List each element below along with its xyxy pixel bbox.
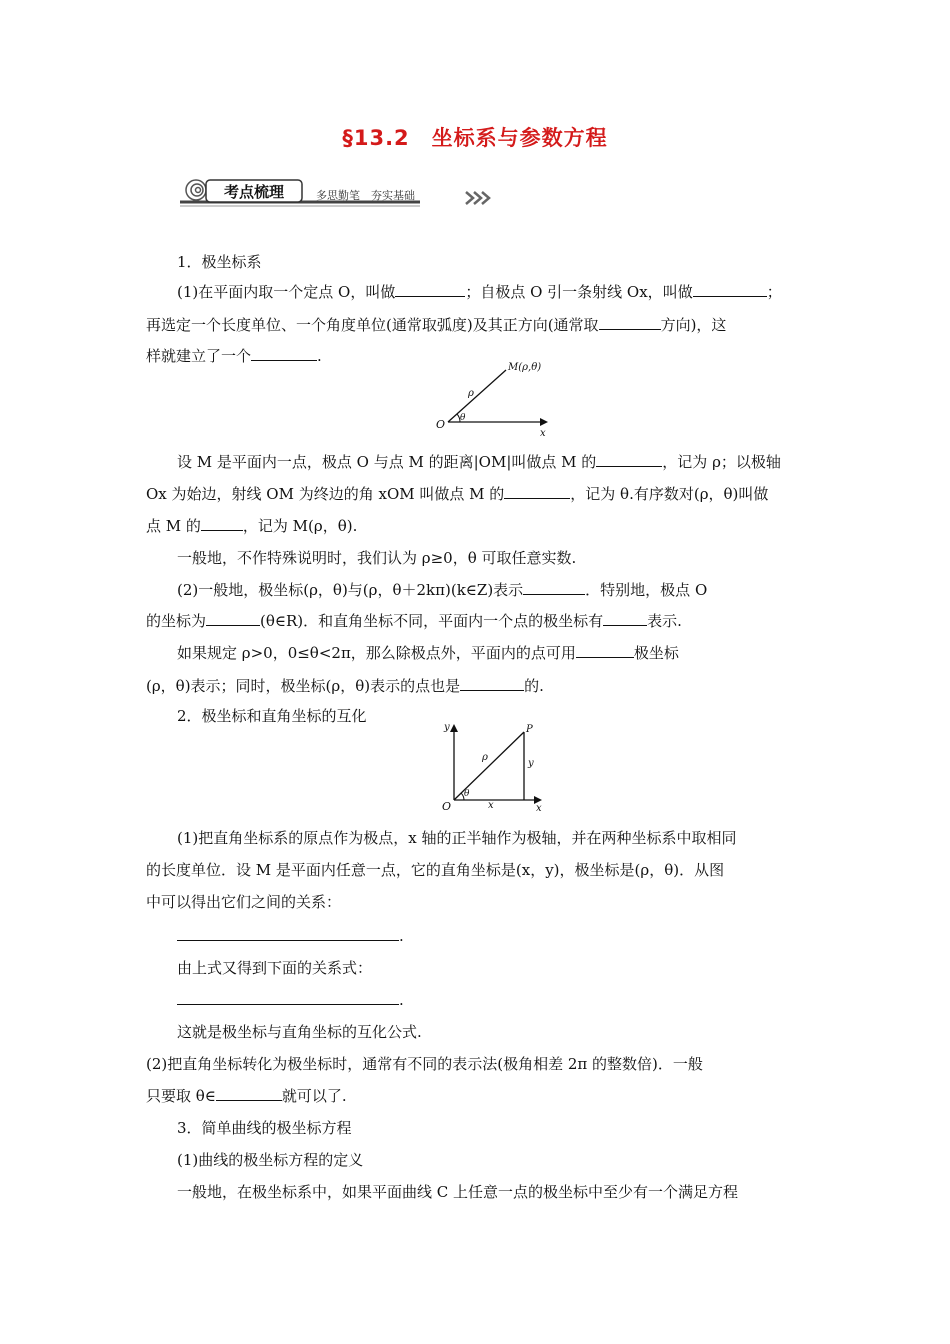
text-segment: 方向)，这: [660, 316, 727, 334]
text-segment: 再选定一个长度单位、一个角度单位(通常取弧度)及其正方向(通常取: [146, 316, 599, 334]
origin-label: O: [442, 800, 452, 812]
text-segment: 3．简单曲线的极坐标方程: [177, 1119, 352, 1137]
fill-in-blank: [201, 516, 243, 531]
text-segment: (2)把直角坐标转化为极坐标时，通常有不同的表示法(极角相差 2π 的整数倍)．一般: [146, 1055, 703, 1073]
fill-in-blank: [177, 990, 399, 1005]
page-title: §13.2 坐标系与参数方程: [342, 126, 608, 150]
fill-in-blank: [523, 580, 585, 595]
fill-in-blank: [251, 346, 317, 361]
text-segment: ，记为 θ.有序数对(ρ，θ)叫做: [570, 485, 769, 503]
fill-in-blank: [395, 282, 465, 297]
fill-in-blank: [599, 315, 661, 330]
ray-om: [448, 370, 506, 422]
fill-in-blank: [504, 484, 570, 499]
y-segment-label: y: [528, 758, 534, 769]
text-segment: 表示.: [647, 612, 682, 630]
text-line: [177, 452, 781, 472]
fill-in-blank: [596, 452, 662, 467]
text-segment: (1)在平面内取一个定点 O，叫做: [177, 283, 396, 301]
text-segment: ．特别地，极点 O: [585, 581, 708, 599]
text-line: [177, 548, 576, 568]
arrow-icon: [450, 724, 458, 732]
text-line: [146, 676, 544, 696]
text-line: [146, 860, 724, 880]
text-line: [146, 484, 768, 504]
text-segment: 一般地，在极坐标系中，如果平面曲线 C 上任意一点的极坐标中至少有一个满足方程: [177, 1183, 739, 1201]
x-axis-label: x: [536, 803, 542, 812]
text-line: [146, 346, 322, 366]
text-segment: Ox 为始边，射线 OM 为终边的角 xOM 叫做点 M 的: [146, 485, 505, 503]
text-segment: 中可以得出它们之间的关系：: [146, 893, 342, 911]
section-banner: [180, 178, 510, 210]
text-line: [146, 611, 682, 631]
text-segment: 一般地，不作特殊说明时，我们认为 ρ≥0，θ 可取任意实数.: [177, 549, 577, 567]
text-line: [177, 1150, 363, 1170]
text-line: [146, 516, 357, 536]
theta-label: θ: [460, 413, 466, 423]
fill-in-blank: [603, 611, 647, 626]
fill-in-blank: [177, 926, 399, 941]
fill-in-blank: [206, 611, 260, 626]
text-segment: ，记为 M(ρ，θ).: [242, 517, 358, 535]
text-line: [177, 1022, 422, 1042]
banner-graphic: [180, 178, 510, 210]
point-m-label: M(ρ,θ): [508, 362, 542, 373]
text-segment: 如果规定 ρ>0，0≤θ<2π，那么除极点外，平面内的点可用: [177, 644, 576, 662]
text-segment: 的长度单位．设 M 是平面内任意一点，它的直角坐标是(x，y)，极坐标是(ρ，θ)．从图: [146, 861, 725, 879]
text-segment: ，记为 ρ；以极轴: [662, 453, 781, 471]
text-segment: (θ∈R)．和直角坐标不同，平面内一个点的极坐标有: [260, 612, 604, 630]
text-segment: ；自极点 O 引一条射线 Ox，叫做: [465, 283, 693, 301]
text-line: [146, 315, 726, 335]
text-line: [177, 580, 707, 600]
text-segment: 样就建立了一个: [146, 347, 252, 365]
fill-in-blank: [460, 676, 524, 691]
text-segment: 只要取 θ∈: [146, 1087, 216, 1105]
text-line: [146, 1054, 703, 1074]
origin-label: O: [436, 418, 446, 431]
text-segment: 就可以了.: [281, 1087, 347, 1105]
chevron-right-icon: [466, 192, 489, 204]
text-segment: 由上式又得到下面的关系式：: [177, 959, 373, 977]
text-segment: ；: [766, 283, 782, 301]
text-line: [177, 990, 404, 1010]
text-line: [177, 282, 782, 302]
rho-label: ρ: [482, 752, 488, 763]
text-segment: .: [399, 991, 404, 1009]
polar-coordinate-figure: [420, 358, 570, 438]
text-segment: (1)曲线的极坐标方程的定义: [177, 1151, 364, 1169]
text-segment: .: [317, 347, 322, 365]
theta-label: θ: [464, 789, 470, 799]
text-segment: 设 M 是平面内一点，极点 O 与点 M 的距离|OM|叫做点 M 的: [177, 453, 597, 471]
y-axis-label: y: [444, 722, 450, 733]
text-segment: 点 M 的: [146, 517, 201, 535]
text-line: [177, 1182, 738, 1202]
fill-in-blank: [576, 643, 634, 658]
point-p-label: P: [526, 724, 533, 735]
text-segment: 的坐标为: [146, 612, 207, 630]
text-line: [146, 1086, 347, 1106]
text-segment: 1．极坐标系: [177, 253, 262, 271]
text-line: [177, 252, 262, 272]
text-segment: 2．极坐标和直角坐标的互化: [177, 707, 367, 725]
x-segment-label: x: [488, 800, 494, 811]
text-segment: 的.: [524, 677, 544, 695]
text-segment: .: [399, 927, 404, 945]
text-segment: (1)把直角坐标系的原点作为极点，x 轴的正半轴作为极轴，并在两种坐标系中取相同: [177, 829, 737, 847]
text-segment: 极坐标: [633, 644, 679, 662]
rho-label: ρ: [468, 388, 474, 399]
text-line: [177, 958, 372, 978]
text-segment: 这就是极坐标与直角坐标的互化公式.: [177, 1023, 422, 1041]
text-line: [177, 706, 367, 726]
text-segment: (ρ，θ)表示；同时，极坐标(ρ，θ)表示的点也是: [146, 677, 461, 695]
text-line: [177, 643, 679, 663]
banner-main: 考点梳理: [223, 183, 285, 201]
text-line: [177, 828, 736, 848]
fill-in-blank: [693, 282, 767, 297]
text-line: [177, 926, 404, 946]
fill-in-blank: [216, 1086, 282, 1101]
banner-sub: 多思勤笔 夯实基础: [316, 189, 415, 202]
coordinate-conversion-figure: [436, 716, 548, 812]
text-line: [146, 892, 341, 912]
text-segment: (2)一般地，极坐标(ρ，θ)与(ρ，θ＋2kπ)(k∈Z)表示: [177, 581, 524, 599]
arrow-icon: [540, 418, 548, 426]
text-line: [177, 1118, 352, 1138]
x-axis-label: x: [540, 428, 546, 438]
